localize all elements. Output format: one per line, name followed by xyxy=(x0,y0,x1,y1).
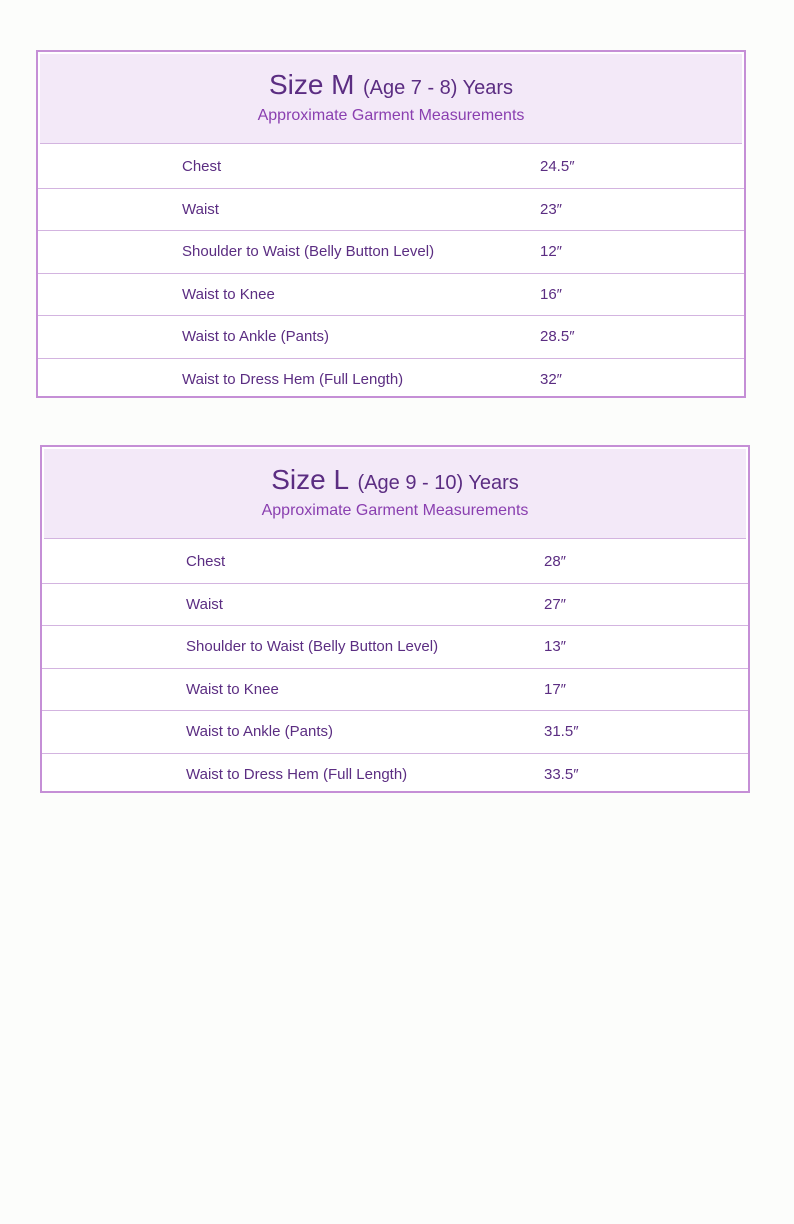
table-row xyxy=(38,274,744,317)
measurement-label: Waist to Knee xyxy=(182,285,275,303)
measurement-label: Waist to Ankle (Pants) xyxy=(186,723,333,740)
size-l-subtitle: Approximate Garment Measurements xyxy=(261,502,529,519)
table-row xyxy=(42,626,748,669)
measurement-label: Shoulder to Waist (Belly Button Level) xyxy=(186,638,439,655)
measurement-label: Waist xyxy=(182,200,219,218)
size-m-title xyxy=(40,68,742,102)
measurement-value: 28.5″ xyxy=(540,328,575,345)
size-l-table xyxy=(40,445,750,793)
measurement-label: Chest xyxy=(182,158,222,175)
table-row xyxy=(42,669,748,712)
size-l-label: Size L xyxy=(271,464,350,495)
measurement-label: Waist to Dress Hem (Full Length) xyxy=(182,370,404,388)
measurement-value: 12″ xyxy=(540,243,562,260)
table-row xyxy=(38,189,744,232)
measurement-label: Waist xyxy=(186,595,223,613)
measurement-value: 33.5″ xyxy=(544,765,579,783)
measurement-value: 32″ xyxy=(540,370,562,388)
size-m-rows xyxy=(38,146,744,401)
measurement-value: 28″ xyxy=(544,553,566,570)
measurement-value: 24.5″ xyxy=(540,158,575,175)
measurement-value: 16″ xyxy=(540,285,562,303)
measurement-value: 17″ xyxy=(544,680,566,698)
size-m-subtitle: Approximate Garment Measurements xyxy=(257,107,525,124)
measurement-label: Waist to Knee xyxy=(186,680,279,698)
size-l-age: (Age 9 - 10) Years xyxy=(357,472,519,494)
measurement-value: 23″ xyxy=(540,200,562,218)
table-row xyxy=(42,541,748,584)
size-m-age: (Age 7 - 8) Years xyxy=(362,77,514,99)
measurement-label: Waist to Ankle (Pants) xyxy=(182,328,329,345)
measurement-value: 13″ xyxy=(544,638,566,655)
measurement-label: Chest xyxy=(186,553,226,570)
table-row xyxy=(38,146,744,189)
table-row xyxy=(38,316,744,359)
table-row xyxy=(42,711,748,754)
size-m-label: Size M xyxy=(268,69,355,100)
table-row xyxy=(42,754,748,797)
size-m-header xyxy=(40,54,742,144)
size-l-title xyxy=(44,463,746,497)
measurement-label: Shoulder to Waist (Belly Button Level) xyxy=(182,243,435,260)
size-m-table xyxy=(36,50,746,398)
size-l-header xyxy=(44,449,746,539)
size-l-rows xyxy=(42,541,748,796)
table-row xyxy=(38,359,744,402)
table-row xyxy=(42,584,748,627)
measurement-value: 27″ xyxy=(544,595,566,613)
measurement-value: 31.5″ xyxy=(544,723,579,740)
measurement-label: Waist to Dress Hem (Full Length) xyxy=(186,765,408,783)
table-row xyxy=(38,231,744,274)
